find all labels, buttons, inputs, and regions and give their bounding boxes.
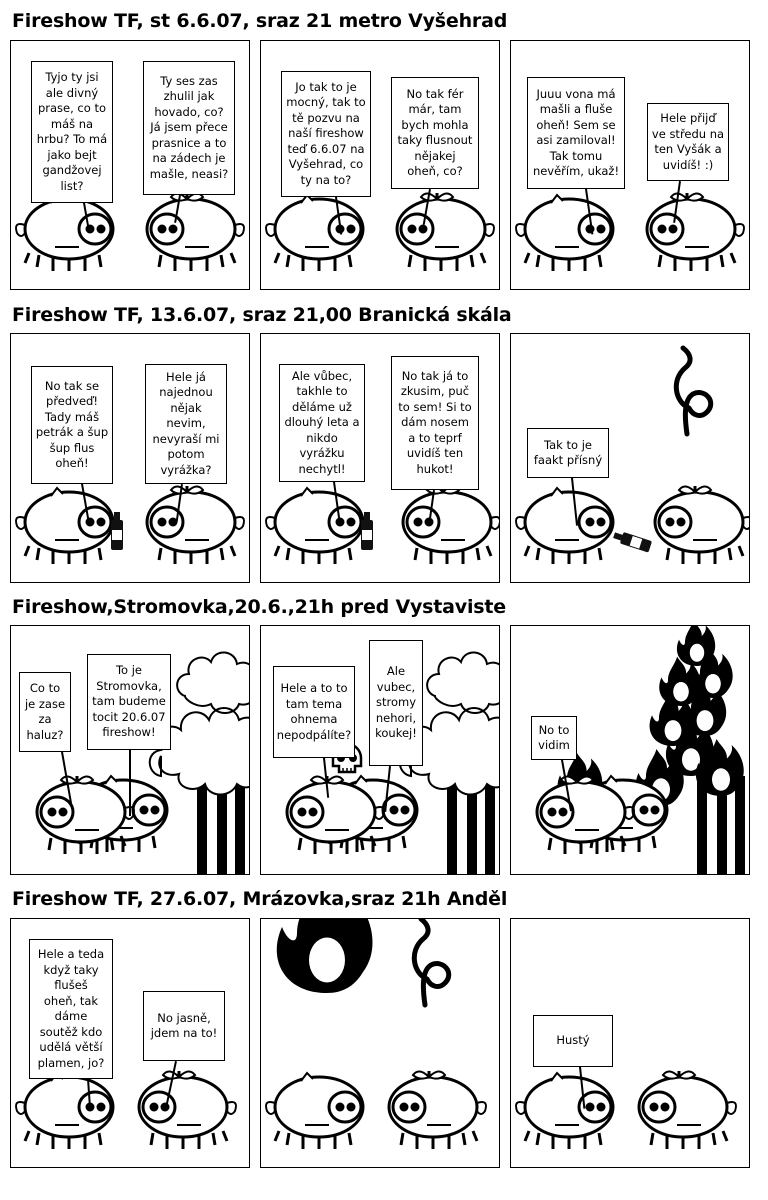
panel-3-1 bbox=[10, 625, 250, 875]
strip-title-2: Fireshow TF, 13.6.07, sraz 21,00 Branická skála bbox=[12, 304, 512, 326]
speech-bubble: Hustý bbox=[533, 1015, 613, 1067]
sow-with-bow bbox=[139, 1071, 236, 1149]
bubble-tail bbox=[129, 750, 131, 816]
speech-bubble: Hele já najednou nějak nevim, nevyraší mi potom vyrážka? bbox=[145, 364, 227, 484]
pig-character bbox=[516, 1073, 613, 1149]
speech-bubble: Ale vůbec, takhle to děláme už dlouhý leta a nikdo vyrážku nechytl! bbox=[279, 364, 365, 482]
pig-character bbox=[16, 488, 113, 564]
panel-4-3 bbox=[510, 918, 750, 1168]
flame-icon bbox=[277, 919, 373, 993]
panel-3-2 bbox=[260, 625, 500, 875]
panel-4-1 bbox=[10, 918, 250, 1168]
panel-1-1 bbox=[10, 40, 250, 290]
speech-bubble: No tak já to zkusim, puč to sem! Si to dám nosem a to teprf uvidíš ten hukot! bbox=[391, 356, 479, 490]
sow-with-bow bbox=[397, 193, 494, 271]
panel-3-3 bbox=[510, 625, 750, 875]
panel-scene bbox=[261, 919, 500, 1168]
speech-bubble: Hele přijď ve středu na ten Vyšák a uvidíš! :) bbox=[647, 103, 729, 181]
panel-1-2 bbox=[260, 40, 500, 290]
speech-bubble: No tak se předveď! Tady máš petrák a šup šup flus oheň! bbox=[31, 366, 113, 484]
panel-2-2 bbox=[260, 333, 500, 583]
speech-bubble: No jasně, jdem na to! bbox=[143, 991, 225, 1061]
speech-bubble: Hele a to to tam tema ohnema nepodpálíte? bbox=[273, 666, 355, 758]
speech-bubble: Tak to je faakt přísný bbox=[527, 428, 609, 478]
strip-title-1: Fireshow TF, st 6.6.07, sraz 21 metro Vyšehrad bbox=[12, 10, 508, 32]
panel-4-2 bbox=[260, 918, 500, 1168]
strip-title-4: Fireshow TF, 27.6.07, Mrázovka,sraz 21h Anděl bbox=[12, 888, 508, 910]
pig-character bbox=[16, 195, 113, 271]
speech-bubble: No tak fér már, tam bych mohla taky flusnout nějakej oheň, co? bbox=[391, 77, 479, 189]
sow-with-bow bbox=[655, 486, 750, 564]
sow-with-bow bbox=[147, 193, 244, 271]
sow-with-bow bbox=[389, 1071, 486, 1149]
pig-character bbox=[16, 1073, 113, 1149]
pig-character bbox=[516, 488, 613, 564]
speech-bubble: Ty ses zas zhulil jak hovado, co? Já jsem přece prasnice a to na zádech je mašle, neasi? bbox=[143, 61, 235, 195]
speech-bubble: Co to je zase za haluz? bbox=[19, 672, 71, 752]
pig-character bbox=[266, 195, 363, 271]
sow-with-bow bbox=[647, 193, 744, 271]
speech-bubble: To je Stromovka, tam budeme tocit 20.6.07 fireshow! bbox=[87, 654, 171, 750]
pig-character bbox=[516, 195, 613, 271]
sow-with-bow bbox=[147, 486, 244, 564]
speech-bubble: Jo tak to je mocný, tak to tě pozvu na naší fireshow teď 6.6.07 na Vyšehrad, co ty na to? bbox=[281, 71, 371, 197]
pig-character bbox=[266, 488, 363, 564]
sow-with-bow bbox=[403, 486, 500, 564]
sow-with-bow bbox=[639, 1071, 736, 1149]
speech-bubble: Hele a teda když taky flušeš oheň, tak dáme soutěž kdo udělá větší plamen, jo? bbox=[29, 939, 113, 1079]
panel-2-1 bbox=[10, 333, 250, 583]
speech-bubble: Juuu vona má mašli a fluše oheň! Sem se asi zamiloval! Tak tomu nevěřím, ukaž! bbox=[527, 77, 625, 189]
panel-1-3 bbox=[510, 40, 750, 290]
strip-title-3: Fireshow,Stromovka,20.6.,21h pred Vystaviste bbox=[12, 596, 506, 618]
pig-character bbox=[266, 1073, 363, 1149]
speech-bubble: Tyjo ty jsi ale divný prase, co to máš na hrbu? To má jako bejt gandžovej list? bbox=[31, 61, 113, 203]
panel-2-3 bbox=[510, 333, 750, 583]
smoke-curl bbox=[676, 348, 710, 434]
smoke-curl bbox=[414, 919, 448, 1005]
speech-bubble: Ale vubec, stromy nehori, koukej! bbox=[369, 640, 423, 766]
petrol-bottle bbox=[612, 529, 652, 552]
speech-bubble: No to vidim bbox=[531, 716, 577, 760]
